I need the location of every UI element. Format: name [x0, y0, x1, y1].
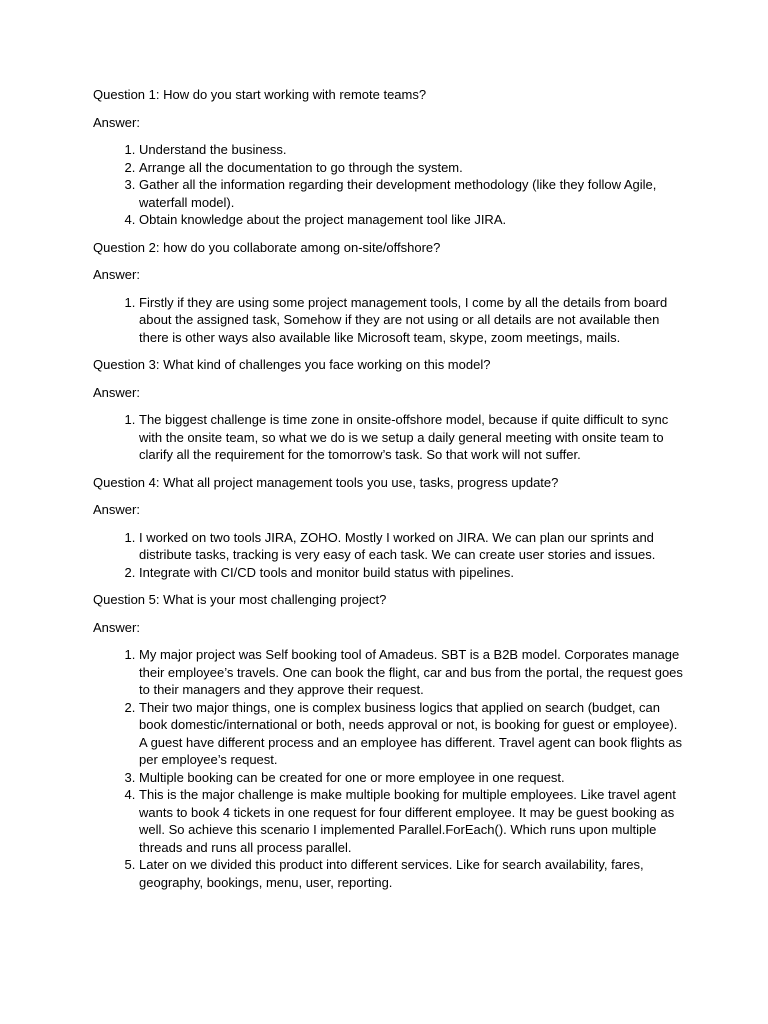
list-item: 2. Arrange all the documentation to go through the system. [139, 159, 683, 177]
list-item: 1. Firstly if they are using some project management tools, I come by all the details from board about the assigned task, Somehow if they are not using or all details are not available then there is other ways also available like Microsoft team, skype, zoom meetings, mails. [139, 294, 683, 347]
list-item: 2. Their two major things, one is complex business logics that applied on search (budget, can book domestic/international or both, needs approval or not, is booking for guest or employee). A guest have different process and an employee has different. Travel agent can book flights as per employee’s request. [139, 699, 683, 769]
list-item: 4. This is the major challenge is make multiple booking for multiple employees. Like travel agent wants to book 4 tickets in one request for four different employee. It may be guest booking as well. So achieve this scenario I implemented Parallel.ForEach(). Which runs upon multiple threads and runs all process parallel. [139, 786, 683, 856]
question-4: Question 4: What all project management tools you use, tasks, progress update? [93, 474, 559, 490]
list-item: 3. Multiple booking can be created for one or more employee in one request. [139, 769, 683, 787]
question-5: Question 5: What is your most challenging project? [93, 592, 387, 607]
answer-label-3: Answer: [93, 384, 140, 400]
question-3: Question 3: What kind of challenges you face working on this model? [93, 357, 491, 372]
list-item: 1. I worked on two tools JIRA, ZOHO. Mostly I worked on JIRA. We can plan our sprints and distribute tasks, tracking is very easy of each task. We can create user stories and issues. [139, 529, 683, 564]
answer-label-1: Answer: [93, 114, 140, 130]
list-item: 2. Integrate with CI/CD tools and monitor build status with pipelines. [139, 564, 683, 582]
question-1: Question 1: How do you start working with remote teams? [93, 87, 427, 102]
list-item: 3. Gather all the information regarding their development methodology (like they follow Agile, waterfall model). [139, 176, 683, 211]
list-item: 1. Understand the business. [139, 141, 683, 159]
answer-list-3 [93, 411, 683, 464]
answer-list-4 [93, 529, 683, 582]
answer-label-4: Answer: [93, 502, 140, 517]
answer-list-2 [93, 294, 683, 347]
answer-label-5: Answer: [93, 619, 140, 635]
answer-list-1 [93, 141, 683, 229]
list-item: 5. Later on we divided this product into different services. Like for search availability, fares, geography, bookings, menu, user, reporting. [139, 856, 683, 891]
answer-label-2: Answer: [93, 267, 140, 282]
list-item: 4. Obtain knowledge about the project management tool like JIRA. [139, 211, 683, 229]
question-2: Question 2: how do you collaborate among on-site/offshore? [93, 239, 441, 255]
answer-list-5 [93, 646, 683, 891]
list-item: 1. My major project was Self booking tool of Amadeus. SBT is a B2B model. Corporates manage their employee’s travels. One can book the flight, car and bus from the portal, the request goes to their managers and they approve their request. [139, 646, 683, 699]
document-page [93, 86, 683, 901]
list-item: 1. The biggest challenge is time zone in onsite-offshore model, because if quite difficult to sync with the onsite team, so what we do is we setup a daily general meeting with onsite team to clarify all the requirement for the tomorrow’s task. So that work will not suffer. [139, 411, 683, 464]
